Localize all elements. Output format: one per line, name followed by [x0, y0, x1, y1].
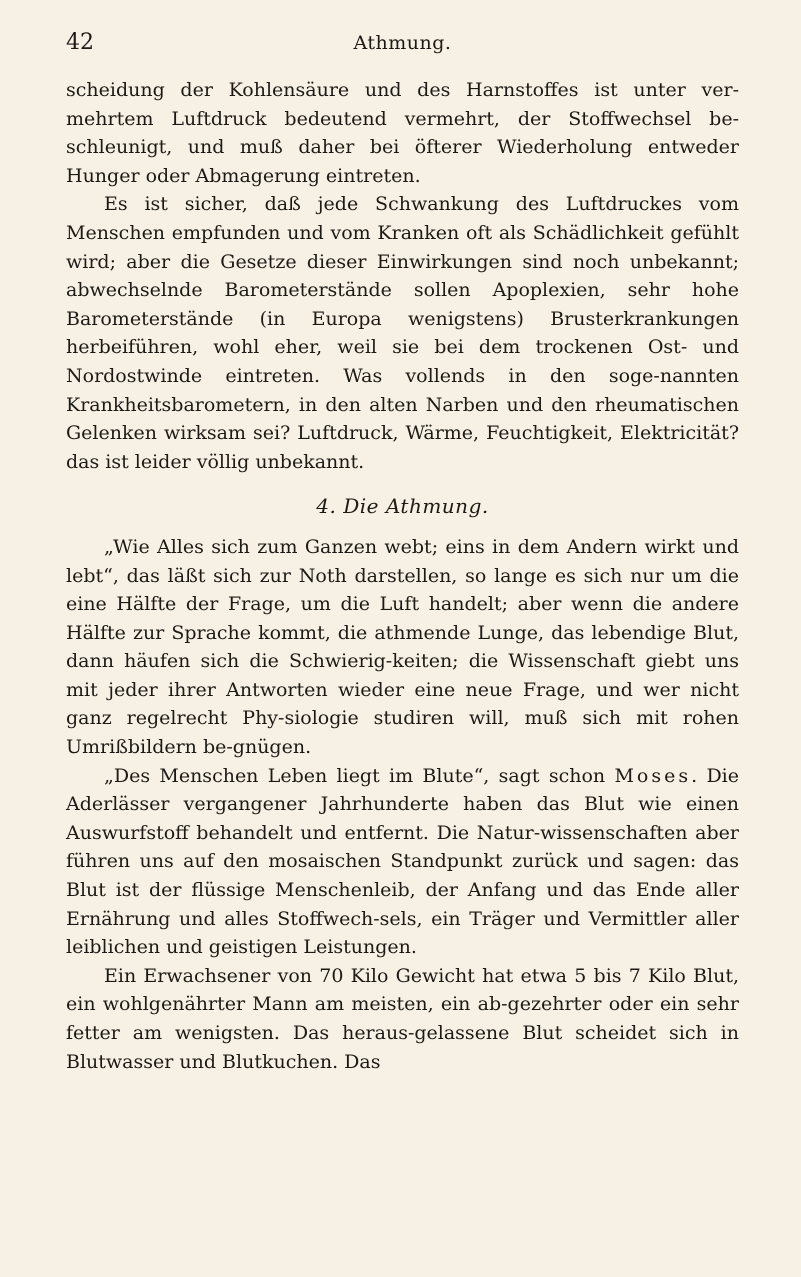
paragraph: scheidung der Kohlensäure und des Harnstoffes ist unter ver-mehrtem Luftdruck bedeutend vermehrt, der Stoffwechsel be-schleunigt, und muß daher bei öfterer Wiederholung entweder Hunger oder Abmagerung eintreten. [66, 79, 739, 187]
paragraph [66, 762, 739, 962]
running-title: Athmung. [353, 32, 452, 54]
paragraph: Ein Erwachsener von 70 Kilo Gewicht hat etwa 5 bis 7 Kilo Blut, ein wohlgenährter Mann am meisten, ein ab-gezehrter oder ein sehr fetter am wenigsten. Das heraus-gelassene Blut scheidet sich in Blutwasser und Blutkuchen. Das [66, 964, 739, 1073]
paragraph-text: „Des Menschen Leben liegt im Blute“, sagt schon [104, 764, 615, 787]
page-number: 42 [66, 30, 94, 55]
paragraph: „Wie Alles sich zum Ganzen webt; eins in dem Andern wirkt und lebt“, das läßt sich zur Noth darstellen, so lange es sich nur um die eine Hälfte der Frage, um die Luft handelt; aber wenn die andere Hälfte zur Sprache kommt, die athmende Lunge, das lebendige Blut, dann häufen sich die Schwierig-keiten; die Wissenschaft giebt uns mit jeder ihrer Antworten wieder eine neue Frage, und wer nicht ganz regelrecht Phy-siologie studiren will, muß sich mit rohen Umrißbildern be-gnügen. [66, 535, 739, 759]
author-name: Moses [614, 764, 692, 787]
section-heading: 4. Die Athmung. [316, 494, 489, 519]
paragraph: Es ist sicher, daß jede Schwankung des Luftdruckes vom Menschen empfunden und vom Kranken oft als Schädlichkeit gefühlt wird; aber die Gesetze dieser Einwirkungen sind noch unbekannt; abwechselnde Barometerstände sollen Apoplexien, sehr hohe Barometerstände (in Europa wenigstens) Brusterkrankungen herbeiführen, wohl eher, weil sie bei dem trockenen Ost- und Nordostwinde eintreten. Was vollends in den soge-nannten Krankheitsbarometern, in den alten Narben und den rheumatischen Gelenken wirksam sei? Luftdruck, Wärme, Feuchtigkeit, Elektricität? das ist leider völlig unbekannt. [66, 193, 739, 473]
body-text [66, 76, 739, 1076]
paragraph-text: . Die Aderlässer vergangener Jahrhunderte haben das Blut wie einen Auswurfstoff behandelt und entfernt. Die Natur-wissenschaften aber führen uns auf den mosaischen Standpunkt zurück und sagen: das Blut ist der flüssige Menschenleib, der Anfang und das Ende aller Ernährung und alles Stoffwech-sels, ein Träger und Vermittler aller leiblichen und geistigen Leistungen. [66, 764, 739, 959]
running-head [66, 30, 739, 70]
